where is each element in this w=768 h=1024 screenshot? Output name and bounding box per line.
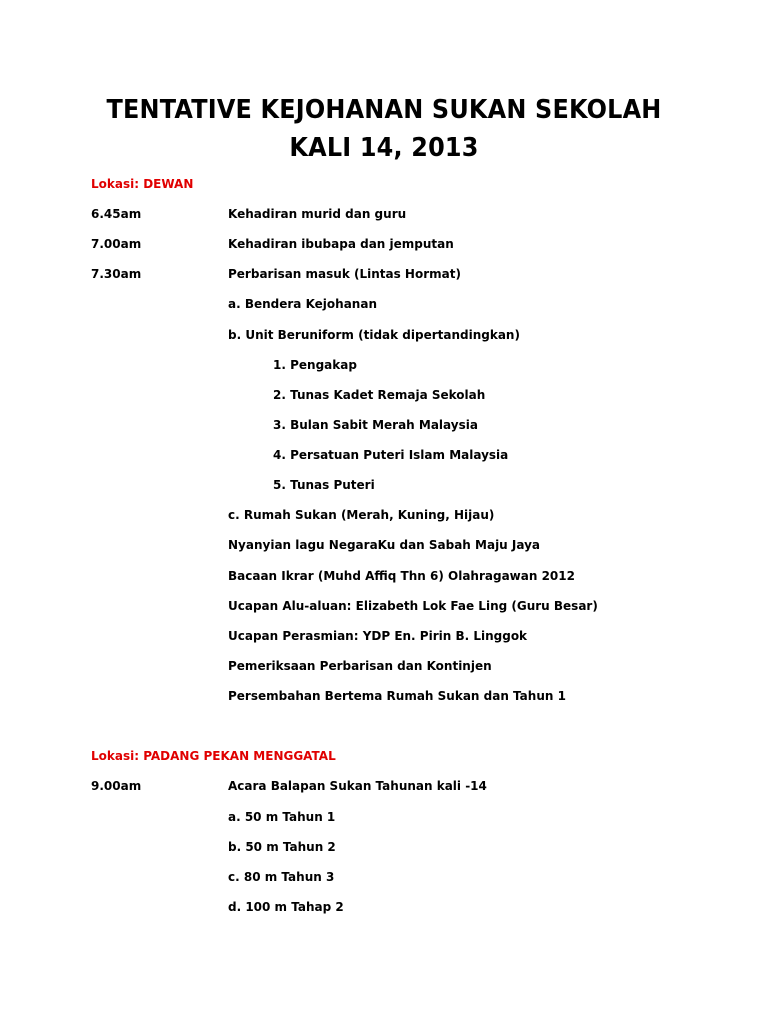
entry-ucapan-alu-aluan: Ucapan Alu-aluan: Elizabeth Lok Fae Ling (Guru Besar) bbox=[228, 599, 598, 613]
entry-tunas-puteri: 5. Tunas Puteri bbox=[273, 478, 375, 492]
entry-kehadiran-murid: Kehadiran murid dan guru bbox=[228, 207, 407, 221]
time-7-30am: 7.30am bbox=[91, 267, 142, 281]
entry-bacaan-ikrar: Bacaan Ikrar (Muhd Affiq Thn 6) Olahragawan 2012 bbox=[228, 569, 575, 583]
entry-bendera-kejohanan: a. Bendera Kejohanan bbox=[228, 297, 377, 311]
entry-bulan-sabit-merah: 3. Bulan Sabit Merah Malaysia bbox=[273, 418, 478, 432]
entry-acara-balapan: Acara Balapan Sukan Tahunan kali -14 bbox=[228, 779, 487, 793]
section-2-location: Lokasi: PADANG PEKAN MENGGATAL bbox=[91, 749, 336, 763]
entry-persembahan-bertema: Persembahan Bertema Rumah Sukan dan Tahun 1 bbox=[228, 689, 566, 703]
entry-ucapan-perasmian: Ucapan Perasmian: YDP En. Pirin B. Linggok bbox=[228, 629, 528, 643]
entry-50m-tahun-1: a. 50 m Tahun 1 bbox=[228, 810, 336, 824]
section-1-location: Lokasi: DEWAN bbox=[91, 177, 194, 191]
entry-perbarisan-masuk: Perbarisan masuk (Lintas Hormat) bbox=[228, 267, 461, 281]
entry-nyanyian-lagu: Nyanyian lagu NegaraKu dan Sabah Maju Jaya bbox=[228, 538, 541, 552]
entry-unit-beruniform: b. Unit Beruniform (tidak dipertandingkan) bbox=[228, 328, 520, 342]
document-title-line-1: TENTATIVE KEJOHANAN SUKAN SEKOLAH bbox=[106, 95, 662, 125]
entry-puteri-islam: 4. Persatuan Puteri Islam Malaysia bbox=[273, 448, 509, 462]
entry-rumah-sukan: c. Rumah Sukan (Merah, Kuning, Hijau) bbox=[228, 508, 495, 522]
time-7-00am: 7.00am bbox=[91, 237, 142, 251]
time-9-00am: 9.00am bbox=[91, 779, 142, 793]
document-title-line-2: KALI 14, 2013 bbox=[289, 133, 479, 163]
entry-pengakap: 1. Pengakap bbox=[273, 358, 357, 372]
entry-tunas-kadet: 2. Tunas Kadet Remaja Sekolah bbox=[273, 388, 486, 402]
entry-50m-tahun-2: b. 50 m Tahun 2 bbox=[228, 840, 336, 854]
time-6-45am: 6.45am bbox=[91, 207, 142, 221]
entry-100m-tahap-2: d. 100 m Tahap 2 bbox=[228, 900, 344, 914]
entry-80m-tahun-3: c. 80 m Tahun 3 bbox=[228, 870, 335, 884]
entry-kehadiran-ibubapa: Kehadiran ibubapa dan jemputan bbox=[228, 237, 454, 251]
entry-pemeriksaan-perbarisan: Pemeriksaan Perbarisan dan Kontinjen bbox=[228, 659, 492, 673]
